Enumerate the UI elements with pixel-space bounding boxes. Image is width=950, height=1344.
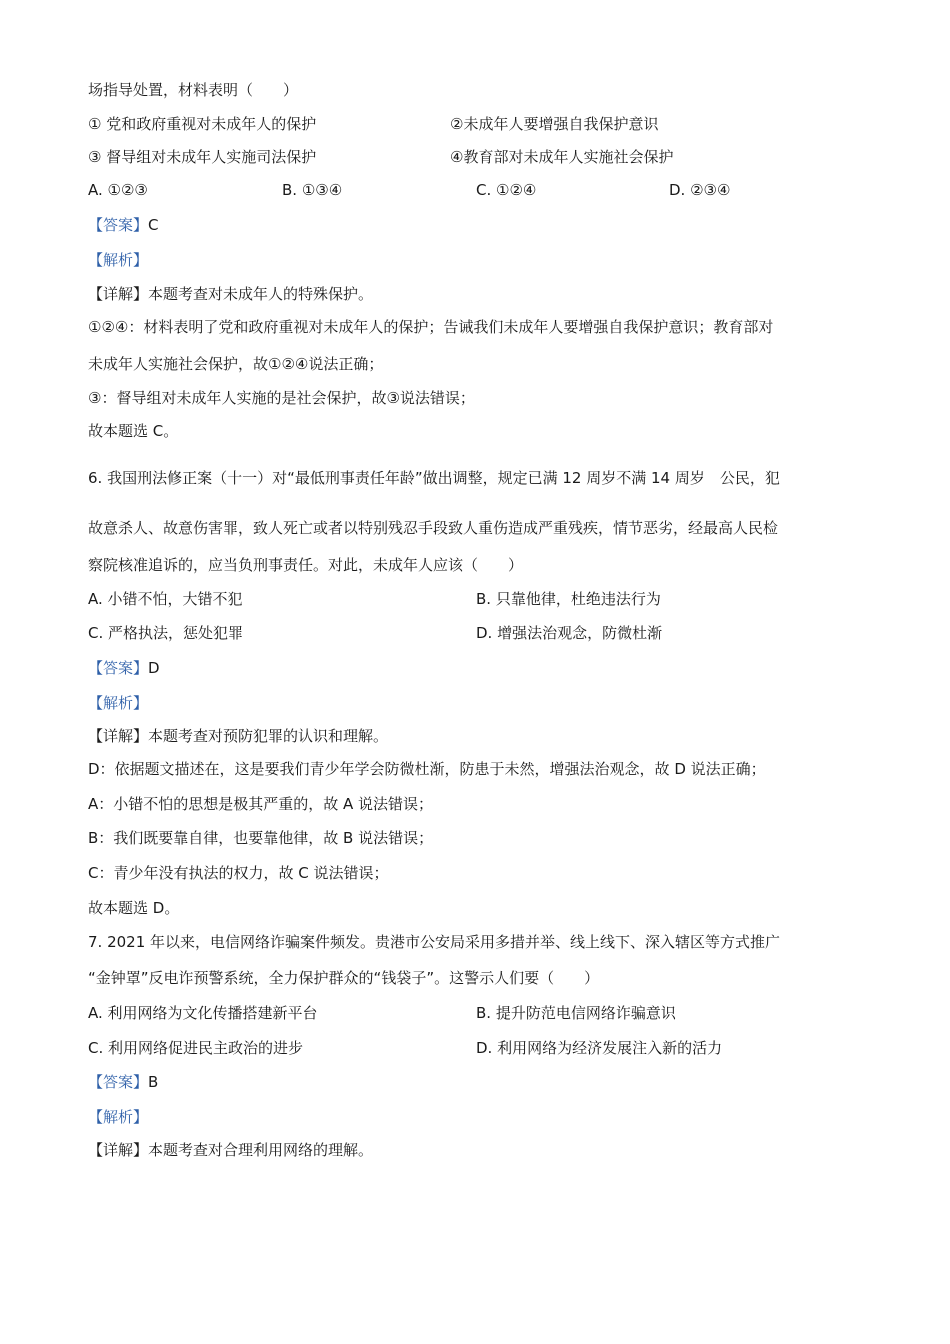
q6-explain-c: C：青少年没有执法的权力，故 C 说法错误； bbox=[88, 864, 389, 882]
q7-option-d: D. 利用网络为经济发展注入新的活力 bbox=[476, 1039, 723, 1057]
q7-answer bbox=[88, 1072, 158, 1092]
q5-analysis-label: 【解析】 bbox=[88, 251, 149, 269]
q6-conclusion: 故本题选 D。 bbox=[88, 899, 180, 917]
answer-label: 【答案】 bbox=[88, 216, 149, 234]
q7-option-c: C. 利用网络促进民主政治的进步 bbox=[88, 1039, 304, 1057]
q7-option-a: A. 利用网络为文化传播搭建新平台 bbox=[88, 1004, 318, 1022]
q5-option-d: D. ②③④ bbox=[669, 181, 731, 199]
answer-label: 【答案】 bbox=[88, 659, 149, 677]
answer-label: 【答案】 bbox=[88, 1073, 149, 1091]
q5-statement-2: ②未成年人要增强自我保护意识 bbox=[450, 115, 659, 133]
q7-option-b: B. 提升防范电信网络诈骗意识 bbox=[476, 1004, 676, 1022]
q6-option-a: A. 小错不怕，大错不犯 bbox=[88, 590, 243, 608]
answer-value: C bbox=[148, 216, 159, 234]
q5-answer bbox=[88, 215, 159, 235]
answer-value: D bbox=[148, 659, 160, 677]
q6-detail: 【详解】本题考查对预防犯罪的认识和理解。 bbox=[88, 727, 389, 745]
q5-explain-1: ①②④：材料表明了党和政府重视对未成年人的保护；告诫我们未成年人要增强自我保护意识；教育部对 bbox=[88, 318, 774, 336]
q5-statement-1: ① 党和政府重视对未成年人的保护 bbox=[88, 115, 317, 133]
q5-detail: 【详解】本题考查对未成年人的特殊保护。 bbox=[88, 285, 374, 303]
q6-analysis-label: 【解析】 bbox=[88, 694, 149, 712]
q5-conclusion: 故本题选 C。 bbox=[88, 422, 179, 440]
q5-stem-tail: 场指导处置，材料表明（ ） bbox=[88, 81, 299, 99]
q7-analysis-label: 【解析】 bbox=[88, 1108, 149, 1126]
q5-explain-2: ③：督导组对未成年人实施的是社会保护，故③说法错误； bbox=[88, 389, 475, 407]
q5-explain-1b: 未成年人实施社会保护，故①②④说法正确； bbox=[88, 355, 384, 373]
q6-option-b: B. 只靠他律，杜绝违法行为 bbox=[476, 590, 661, 608]
answer-value: B bbox=[148, 1073, 159, 1091]
q7-stem-2: “金钟罩”反电诈预警系统，全力保护群众的“钱袋子”。这警示人们要（ ） bbox=[88, 969, 600, 987]
q6-option-c: C. 严格执法，惩处犯罪 bbox=[88, 624, 244, 642]
q6-explain-d: D：依据题文描述在，这是要我们青少年学会防微杜渐，防患于未然，增强法治观念，故 D 说法正确； bbox=[88, 760, 766, 778]
q6-explain-a: A：小错不怕的思想是极其严重的，故 A 说法错误； bbox=[88, 795, 434, 813]
q7-stem-1: 7. 2021 年以来，电信网络诈骗案件频发。贵港市公安局采用多措并举、线上线下、深入辖区等方式推广 bbox=[88, 933, 781, 951]
q5-option-c: C. ①②④ bbox=[476, 181, 537, 199]
q6-stem-1: 6. 我国刑法修正案（十一）对“最低刑事责任年龄”做出调整，规定已满 12 周岁不满 14 周岁 公民，犯 bbox=[88, 469, 780, 487]
q6-stem-2: 故意杀人、故意伤害罪，致人死亡或者以特别残忍手段致人重伤造成严重残疾，情节恶劣，经最高人民检 bbox=[88, 519, 779, 537]
q5-option-a: A. ①②③ bbox=[88, 181, 148, 199]
q5-option-b: B. ①③④ bbox=[282, 181, 343, 199]
q5-statement-3: ③ 督导组对未成年人实施司法保护 bbox=[88, 148, 317, 166]
q6-option-d: D. 增强法治观念，防微杜渐 bbox=[476, 624, 663, 642]
q6-stem-3: 察院核准追诉的，应当负刑事责任。对此，未成年人应该（ ） bbox=[88, 556, 524, 574]
q5-statement-4: ④教育部对未成年人实施社会保护 bbox=[450, 148, 674, 166]
q6-explain-b: B：我们既要靠自律，也要靠他律，故 B 说法错误； bbox=[88, 829, 434, 847]
q7-detail: 【详解】本题考查对合理利用网络的理解。 bbox=[88, 1141, 374, 1159]
q6-answer bbox=[88, 658, 160, 678]
